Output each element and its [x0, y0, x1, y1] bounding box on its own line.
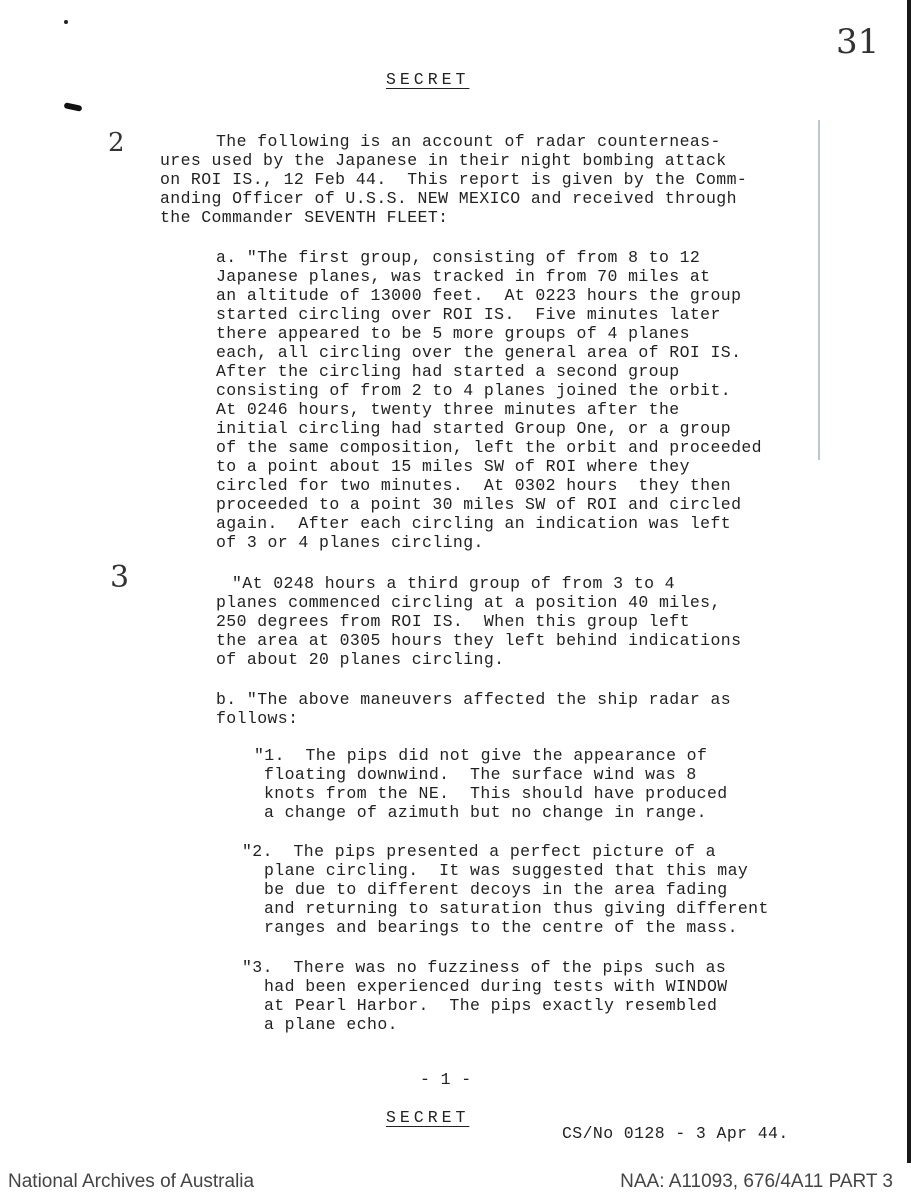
document-page: 31 2 3 SECRET The following is an account of radar counterneas- ures used by the Japanese in their night bombing attack on ROI IS., 12 Feb 44. This report is given by the Comm- anding Officer of U.S.S. NEW MEXICO and received through the Commander SEVENTH FLEET: a. "The first group, consisting of from 8 to 12 Japanese planes, was tracked in from 70 miles at an altitude of 13000 feet. At 0223 hours the group started circling over ROI IS. Five minutes later there appeared to be 5 more groups of 4 planes each, all circling over the general area of ROI IS. After the circling had started a second group consisting of from 2 to 4 planes joined the orbit. At 0246 hours, twenty three minutes after the initial circling had started Group One, or a group of the same composition, left the orbit and proceeded to a point about 15 miles SW of ROI where they circled for two minutes. At 0302 hours they then proceeded to a point 30 miles SW of ROI and circled again. After each circling an indication was left of 3 or 4 planes circling. "At 0248 hours a third group of from 3 to 4 planes commenced circling at a position 40 miles, 250 degrees from ROI IS. When this group left the area at 0305 hours they left behind indications of about 20 planes circling. b. "The above maneuvers affected the ship radar as follows: "1. The pips did not give the appearance of floating downwind. The surface wind was 8 knots from the NE. This should have produced a change of azimuth but no change in range. "2. The pips presented a perfect picture of a plane circling. It was suggested that this may be due to different decoys in the area fading and returning to saturation thus giving different ranges and bearings to the centre of the mass. "3. There was no fuzziness of the pips such as had been experienced during tests with WINDOW at Pearl Harbor. The pips exactly resembled a plane echo. - 1 - SECRET CS/No 0128 - 3 Apr 44.	[0, 0, 911, 1163]
margin-mark-3: 3	[110, 560, 130, 595]
handwritten-folio-number: 31	[836, 22, 880, 62]
footer-secret: SECRET	[386, 1108, 470, 1127]
margin-mark-2: 2	[108, 128, 125, 158]
archive-name: National Archives of Australia	[8, 1171, 255, 1192]
page-number: - 1 -	[420, 1070, 472, 1089]
ink-dash	[64, 102, 83, 112]
margin-rule	[818, 120, 820, 460]
archive-reference: NAA: A11093, 676/4A11 PART 3	[620, 1171, 893, 1192]
ink-dot	[64, 20, 68, 24]
document-reference: CS/No 0128 - 3 Apr 44.	[562, 1124, 789, 1143]
archive-footer	[0, 1163, 911, 1200]
header-secret: SECRET	[386, 70, 470, 89]
